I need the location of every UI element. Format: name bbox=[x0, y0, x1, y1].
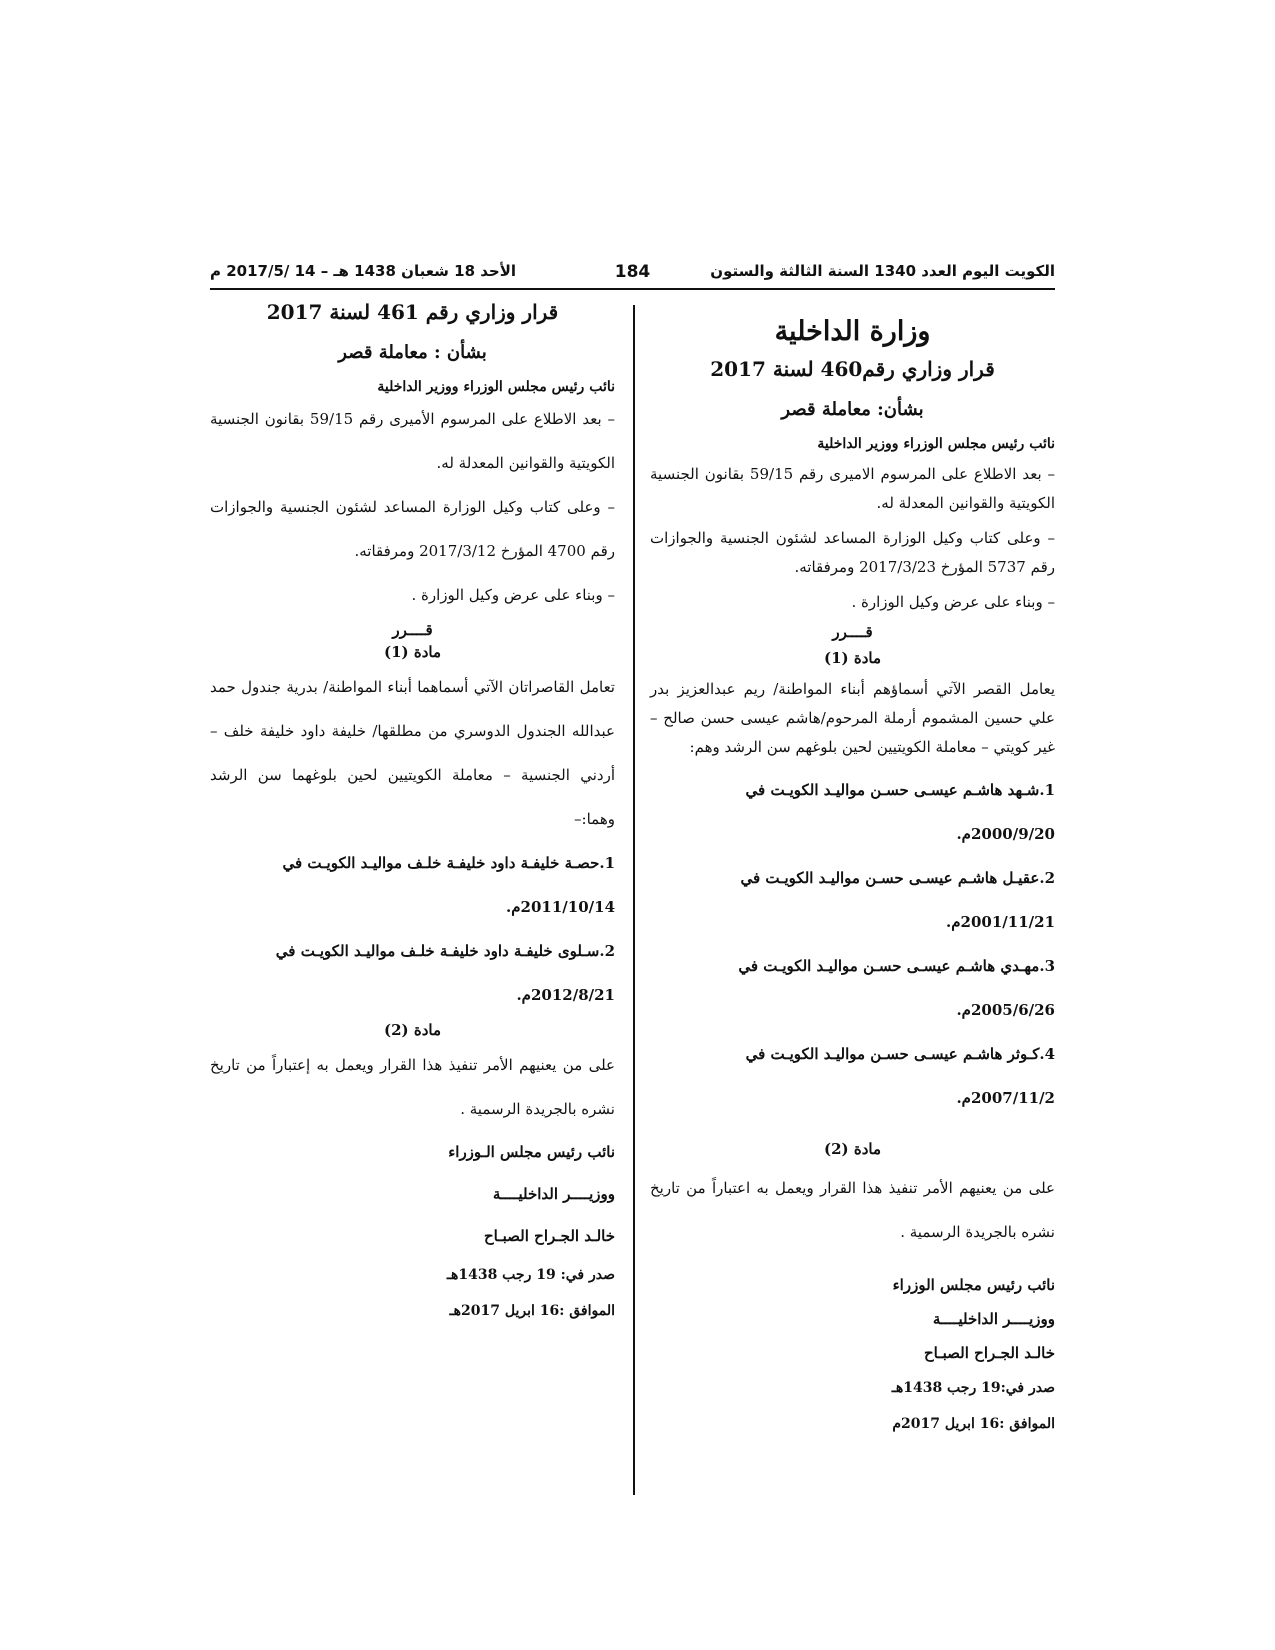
preamble-paragraph: – وعلى كتاب وكيل الوزارة المساعد لشئون الجنسية والجوازات رقم 5737 المؤرخ 2017/3/23 ومرفقاته. bbox=[650, 529, 1055, 576]
article-1-heading: مادة (1) bbox=[823, 649, 881, 667]
column-divider bbox=[633, 305, 635, 1495]
decided-heading: قــــرر bbox=[832, 623, 873, 641]
issuer-line: نائب رئيس مجلس الوزراء ووزير الداخلية bbox=[377, 379, 615, 395]
decision-461-column bbox=[210, 300, 615, 1329]
issued-date: صدر في:19 رجب 1438هـ bbox=[891, 1380, 1055, 1396]
decided-heading: قــــرر bbox=[392, 621, 433, 639]
article-1-text: تعامل القاصراتان الآتي أسماهما أبناء المواطنة/ بدرية جندول حمد عبدالله الجندول الدوسري من مطلقها/ خليفة داود خليفة خلف – أردني الجنسية – معاملة الكويتيين لحين بلوغهما سن الرشد وهما:– bbox=[210, 678, 615, 828]
page-header bbox=[210, 258, 1055, 288]
preamble-paragraph: – وعلى كتاب وكيل الوزارة المساعد لشئون الجنسية والجوازات رقم 4700 المؤرخ 2017/3/12 ومرفقاته. bbox=[210, 498, 615, 560]
decision-title: قرار وزاري رقم460 لسنة 2017 bbox=[710, 357, 995, 381]
issued-date: صدر في: 19 رجب 1438هـ bbox=[446, 1267, 615, 1283]
decision-460-column bbox=[650, 300, 1055, 1442]
preamble-paragraph: – وبناء على عرض وكيل الوزارة . bbox=[851, 593, 1055, 611]
signature-line: ووزيــــر الداخليــــة bbox=[492, 1185, 615, 1203]
header-rule bbox=[210, 288, 1055, 290]
minor-list-item: 1.حصـة خليفـة داود خليفـة خلـف مواليـد الكويـت في 2011/10/14م. bbox=[282, 854, 615, 916]
ministry-title: وزارة الداخلية bbox=[774, 316, 931, 347]
signature-line: خالـد الجـراح الصبـاح bbox=[484, 1227, 615, 1245]
article-2-text: على من يعنيهم الأمر تنفيذ هذا القرار ويعمل به اعتباراً من تاريخ نشره بالجريدة الرسمية . bbox=[650, 1179, 1055, 1241]
minor-list-item: 4.كـوثر هاشـم عيسـى حسـن مواليـد الكويـت في 2007/11/2م. bbox=[745, 1045, 1055, 1107]
issuer-line: نائب رئيس مجلس الوزراء ووزير الداخلية bbox=[817, 436, 1055, 452]
preamble-paragraph: – بعد الاطلاع على المرسوم الأميرى رقم 59/15 بقانون الجنسية الكويتية والقوانين المعدلة له. bbox=[210, 410, 615, 472]
minor-list-item: 2.عقيـل هاشـم عيسـى حسـن مواليـد الكويـت في 2001/11/21م. bbox=[740, 869, 1055, 931]
corresponding-date: الموافق :16 ابريل 2017هـ bbox=[449, 1303, 615, 1319]
preamble-paragraph: – بعد الاطلاع على المرسوم الاميرى رقم 59/15 بقانون الجنسية الكويتية والقوانين المعدلة له. bbox=[650, 465, 1055, 512]
article-2-heading: مادة (2) bbox=[823, 1140, 881, 1158]
preamble-paragraph: – وبناء على عرض وكيل الوزارة . bbox=[411, 586, 615, 604]
header-date: الأحد 18 شعبان 1438 هـ – 14 /2017/5 م bbox=[210, 262, 517, 280]
minor-list-item: 1.شـهد هاشـم عيسـى حسـن مواليـد الكويـت في 2000/9/20م. bbox=[745, 781, 1055, 843]
signature-line: نائب رئيس مجلس الـوزراء bbox=[448, 1143, 615, 1161]
article-1-heading: مادة (1) bbox=[383, 643, 441, 661]
signature-line: نائب رئيس مجلس الوزراء bbox=[892, 1276, 1055, 1294]
decision-title: قرار وزاري رقم 461 لسنة 2017 bbox=[266, 300, 559, 324]
signature-line: ووزيــــر الداخليــــة bbox=[932, 1310, 1055, 1328]
article-1-text: يعامل القصر الآتي أسماؤهم أبناء المواطنة/ ريم عبدالعزيز بدر علي حسين المشموم أرملة المرحوم/هاشم عيسى حسن صالح – غير كويتي – معاملة الكويتيين لحين بلوغهم سن الرشد وهم: bbox=[650, 680, 1055, 756]
article-2-heading: مادة (2) bbox=[383, 1021, 441, 1039]
minor-list-item: 3.مهـدي هاشـم عيسـى حسـن مواليـد الكويـت في 2005/6/26م. bbox=[738, 957, 1055, 1019]
corresponding-date: الموافق :16 ابريل 2017م bbox=[892, 1416, 1055, 1432]
header-page-number: 184 bbox=[614, 262, 651, 282]
decision-subject: بشأن: معاملة قصر bbox=[781, 399, 924, 420]
article-2-text: على من يعنيهم الأمر تنفيذ هذا القرار ويعمل به إعتباراً من تاريخ نشره بالجريدة الرسمية . bbox=[210, 1056, 615, 1118]
minor-list-item: 2.سـلوى خليفـة داود خليفـة خلـف مواليـد الكويـت في 2012/8/21م. bbox=[275, 942, 615, 1004]
header-newspaper-info: الكويت اليوم العدد 1340 السنة الثالثة والستون bbox=[710, 262, 1055, 280]
signature-line: خالـد الجـراح الصبـاح bbox=[924, 1344, 1055, 1362]
decision-subject: بشأن : معاملة قصر bbox=[338, 342, 487, 363]
